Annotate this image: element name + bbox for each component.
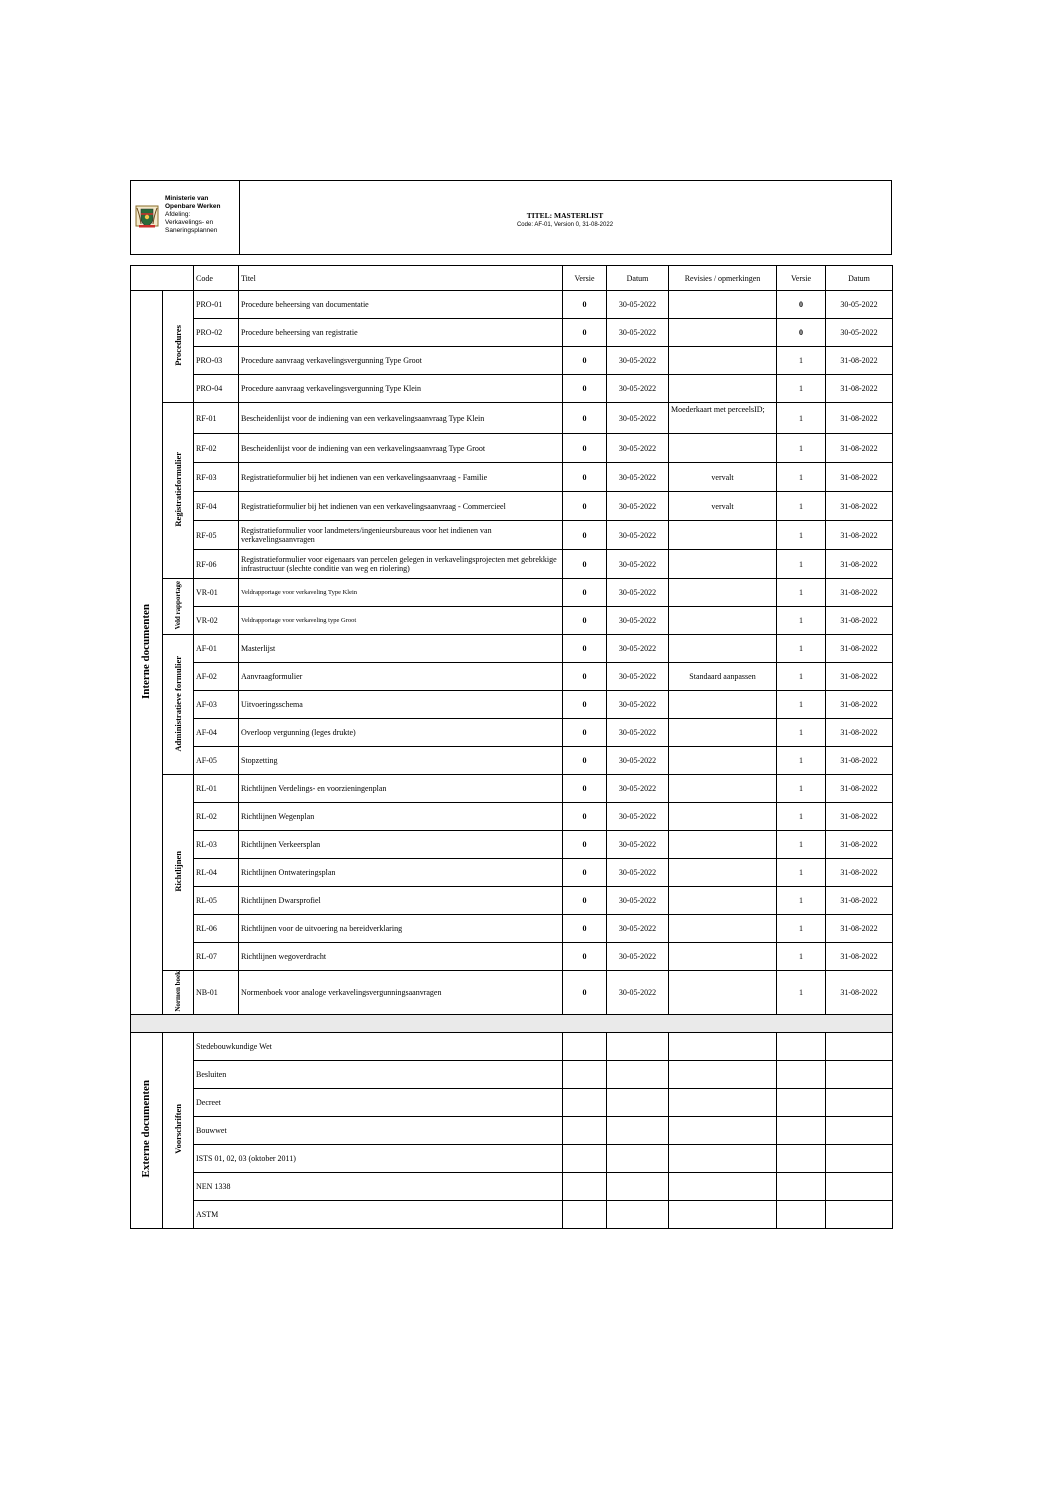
table-row — [131, 1144, 893, 1172]
title-cell: Uitvoeringsschema — [239, 691, 563, 719]
version-2-cell: 0 — [777, 291, 826, 319]
version-cell: 0 — [563, 831, 607, 859]
date-cell: 30-05-2022 — [607, 831, 669, 859]
col-code: Code — [194, 266, 239, 291]
date-cell: 30-05-2022 — [607, 803, 669, 831]
version-2-cell: 0 — [777, 319, 826, 347]
table-row — [131, 635, 893, 663]
date-2-cell: 31-08-2022 — [826, 434, 893, 463]
remarks-cell — [669, 775, 777, 803]
version-cell: 0 — [563, 859, 607, 887]
date-cell: 30-05-2022 — [607, 550, 669, 579]
empty-cell — [563, 1200, 607, 1228]
remarks-cell — [669, 719, 777, 747]
remarks-cell — [669, 319, 777, 347]
masterlist-table — [130, 265, 893, 1229]
empty-cell — [669, 1116, 777, 1144]
title-cell: Registratieformulier bij het indienen van een verkavelingsaanvraag - Commercieel — [239, 492, 563, 521]
remarks-cell: Standaard aanpassen — [669, 663, 777, 691]
version-2-cell: 1 — [777, 434, 826, 463]
title-cell — [239, 181, 891, 254]
document-title: TITEL: MASTERLIST — [526, 211, 604, 220]
group-cell — [163, 635, 194, 775]
version-cell: 0 — [563, 521, 607, 550]
date-cell: 30-05-2022 — [607, 319, 669, 347]
empty-cell — [826, 1172, 893, 1200]
version-cell: 0 — [563, 915, 607, 943]
code-cell: NB-01 — [194, 971, 239, 1015]
title-cell: Richtlijnen Dwarsprofiel — [239, 887, 563, 915]
title-cell: Overloop vergunning (leges drukte) — [239, 719, 563, 747]
table-row — [131, 607, 893, 635]
version-cell: 0 — [563, 971, 607, 1015]
col-datum-2: Datum — [826, 266, 893, 291]
date-2-cell: 31-08-2022 — [826, 887, 893, 915]
remarks-cell — [669, 347, 777, 375]
org-department-line3: Saneringsplannen — [165, 227, 218, 234]
date-cell: 30-05-2022 — [607, 403, 669, 434]
empty-cell — [777, 1116, 826, 1144]
title-cell: Stopzetting — [239, 747, 563, 775]
remarks-cell — [669, 859, 777, 887]
title-cell: Procedure beheersing van documentatie — [239, 291, 563, 319]
version-2-cell: 1 — [777, 775, 826, 803]
date-2-cell: 31-08-2022 — [826, 719, 893, 747]
version-cell: 0 — [563, 291, 607, 319]
group-label: Procedures — [172, 325, 183, 366]
org-department-line1: Afdeling: — [165, 211, 191, 218]
code-cell: AF-05 — [194, 747, 239, 775]
title-cell: Richtlijnen Verkeersplan — [239, 831, 563, 859]
version-cell: 0 — [563, 943, 607, 971]
table-row — [131, 375, 893, 403]
table-row — [131, 521, 893, 550]
title-cell: Richtlijnen wegoverdracht — [239, 943, 563, 971]
version-2-cell: 1 — [777, 859, 826, 887]
date-2-cell: 30-05-2022 — [826, 291, 893, 319]
table-row — [131, 550, 893, 579]
empty-cell — [777, 1172, 826, 1200]
code-cell: AF-02 — [194, 663, 239, 691]
title-cell: Procedure aanvraag verkavelingsvergunning Type Klein — [239, 375, 563, 403]
remarks-cell — [669, 831, 777, 859]
date-cell: 30-05-2022 — [607, 347, 669, 375]
remarks-cell — [669, 635, 777, 663]
empty-cell — [777, 1144, 826, 1172]
code-cell: RL-02 — [194, 803, 239, 831]
version-2-cell: 1 — [777, 971, 826, 1015]
table-row — [131, 691, 893, 719]
version-2-cell: 1 — [777, 887, 826, 915]
code-cell: PRO-01 — [194, 291, 239, 319]
title-cell: Registratieformulier voor eigenaars van percelen gelegen in verkavelingsprojecten met gebrekkige infrastructuur (slechte conditie van weg en riolering) — [239, 550, 563, 579]
version-2-cell: 1 — [777, 803, 826, 831]
date-cell: 30-05-2022 — [607, 579, 669, 607]
date-cell: 30-05-2022 — [607, 607, 669, 635]
group-cell — [163, 971, 194, 1015]
empty-cell — [607, 1116, 669, 1144]
date-2-cell: 31-08-2022 — [826, 635, 893, 663]
title-cell: Bescheidenlijst voor de indiening van een verkavelingsaanvraag Type Groot — [239, 434, 563, 463]
table-row — [131, 1200, 893, 1228]
version-cell: 0 — [563, 403, 607, 434]
col-versie-2: Versie — [777, 266, 826, 291]
date-2-cell: 31-08-2022 — [826, 463, 893, 492]
group-label: Normen boek — [174, 971, 182, 1012]
date-cell: 30-05-2022 — [607, 291, 669, 319]
document-subtitle: Code: AF-01, Version 0, 31-08-2022 — [516, 222, 614, 228]
coat-of-arms-icon — [135, 203, 159, 229]
version-cell: 0 — [563, 691, 607, 719]
title-cell: Normenboek voor analoge verkavelingsvergunningsaanvragen — [239, 971, 563, 1015]
date-2-cell: 31-08-2022 — [826, 663, 893, 691]
code-cell: PRO-02 — [194, 319, 239, 347]
org-ministry-line1: Ministerie van — [165, 195, 209, 202]
table-row — [131, 719, 893, 747]
external-document-cell: NEN 1338 — [194, 1172, 563, 1200]
version-2-cell: 1 — [777, 719, 826, 747]
table-row — [131, 319, 893, 347]
version-cell: 0 — [563, 607, 607, 635]
external-document-cell: ASTM — [194, 1200, 563, 1228]
version-2-cell: 1 — [777, 463, 826, 492]
date-2-cell: 31-08-2022 — [826, 403, 893, 434]
version-2-cell: 1 — [777, 403, 826, 434]
col-titel: Titel — [239, 266, 563, 291]
version-cell: 0 — [563, 579, 607, 607]
remarks-cell: Moederkaart met perceelsID; — [669, 403, 777, 434]
title-cell: Registratieformulier voor landmeters/ingenieursbureaus voor het indienen van verkavelingsaanvragen — [239, 521, 563, 550]
version-cell: 0 — [563, 463, 607, 492]
col-versie: Versie — [563, 266, 607, 291]
code-cell: PRO-03 — [194, 347, 239, 375]
date-cell: 30-05-2022 — [607, 775, 669, 803]
version-2-cell: 1 — [777, 492, 826, 521]
version-2-cell: 1 — [777, 915, 826, 943]
empty-cell — [607, 1032, 669, 1060]
date-cell: 30-05-2022 — [607, 915, 669, 943]
table-row — [131, 831, 893, 859]
version-cell: 0 — [563, 775, 607, 803]
remarks-cell — [669, 291, 777, 319]
title-cell: Procedure aanvraag verkavelingsvergunning Type Groot — [239, 347, 563, 375]
group-label: Richtlijnen — [172, 851, 183, 892]
version-cell: 0 — [563, 663, 607, 691]
version-2-cell: 1 — [777, 663, 826, 691]
empty-cell — [826, 1060, 893, 1088]
empty-cell — [563, 1172, 607, 1200]
code-cell: RF-02 — [194, 434, 239, 463]
table-row — [131, 1116, 893, 1144]
date-2-cell: 31-08-2022 — [826, 550, 893, 579]
empty-cell — [607, 1200, 669, 1228]
date-cell: 30-05-2022 — [607, 971, 669, 1015]
table-row — [131, 1172, 893, 1200]
code-cell: RF-06 — [194, 550, 239, 579]
separator-cell — [131, 1014, 893, 1032]
table-row — [131, 434, 893, 463]
external-document-cell: Besluiten — [194, 1060, 563, 1088]
title-cell: Richtlijnen Wegenplan — [239, 803, 563, 831]
table-row — [131, 943, 893, 971]
version-2-cell: 1 — [777, 691, 826, 719]
date-cell: 30-05-2022 — [607, 635, 669, 663]
version-cell: 0 — [563, 550, 607, 579]
title-cell: Veldrapportage voor verkaveling Type Klein — [239, 579, 563, 607]
version-cell: 0 — [563, 719, 607, 747]
version-2-cell: 1 — [777, 550, 826, 579]
empty-cell — [563, 1060, 607, 1088]
empty-cell — [563, 1032, 607, 1060]
table-row — [131, 579, 893, 607]
remarks-cell — [669, 943, 777, 971]
date-2-cell: 31-08-2022 — [826, 492, 893, 521]
code-cell: RF-04 — [194, 492, 239, 521]
date-2-cell: 31-08-2022 — [826, 831, 893, 859]
code-cell: AF-03 — [194, 691, 239, 719]
title-cell: Aanvraagformulier — [239, 663, 563, 691]
section-separator — [131, 1014, 893, 1032]
date-2-cell: 31-08-2022 — [826, 579, 893, 607]
date-2-cell: 31-08-2022 — [826, 375, 893, 403]
empty-cell — [669, 1088, 777, 1116]
title-cell: Bescheidenlijst voor de indiening van een verkavelingsaanvraag Type Klein — [239, 403, 563, 434]
code-cell: RF-01 — [194, 403, 239, 434]
date-2-cell: 30-05-2022 — [826, 319, 893, 347]
date-cell: 30-05-2022 — [607, 492, 669, 521]
external-category-cell — [131, 1032, 163, 1228]
version-2-cell: 1 — [777, 521, 826, 550]
code-cell: RL-06 — [194, 915, 239, 943]
title-cell: Veldrapportage voor verkaveling type Groot — [239, 607, 563, 635]
empty-cell — [563, 1116, 607, 1144]
empty-cell — [826, 1032, 893, 1060]
remarks-cell — [669, 803, 777, 831]
group-label: Veld rapportage — [174, 581, 182, 630]
group-label: Registratieformulier — [172, 452, 183, 527]
date-cell: 30-05-2022 — [607, 663, 669, 691]
version-2-cell: 1 — [777, 831, 826, 859]
date-2-cell: 31-08-2022 — [826, 775, 893, 803]
code-cell: VR-02 — [194, 607, 239, 635]
code-cell: RL-05 — [194, 887, 239, 915]
code-cell: RL-07 — [194, 943, 239, 971]
group-label: Voorschriften — [172, 1104, 183, 1154]
table-row — [131, 971, 893, 1015]
empty-cell — [669, 1172, 777, 1200]
remarks-cell: vervalt — [669, 463, 777, 492]
date-cell: 30-05-2022 — [607, 719, 669, 747]
version-cell: 0 — [563, 635, 607, 663]
version-2-cell: 1 — [777, 635, 826, 663]
remarks-cell — [669, 550, 777, 579]
table-row — [131, 463, 893, 492]
version-2-cell: 1 — [777, 607, 826, 635]
empty-cell — [607, 1060, 669, 1088]
col-datum: Datum — [607, 266, 669, 291]
code-cell: PRO-04 — [194, 375, 239, 403]
empty-cell — [669, 1032, 777, 1060]
table-row — [131, 1088, 893, 1116]
date-2-cell: 31-08-2022 — [826, 803, 893, 831]
version-cell: 0 — [563, 434, 607, 463]
group-cell — [163, 291, 194, 403]
date-cell: 30-05-2022 — [607, 434, 669, 463]
remarks-cell — [669, 971, 777, 1015]
version-2-cell: 1 — [777, 943, 826, 971]
code-cell: RF-03 — [194, 463, 239, 492]
group-cell — [163, 403, 194, 579]
date-2-cell: 31-08-2022 — [826, 915, 893, 943]
empty-cell — [826, 1200, 893, 1228]
date-2-cell: 31-08-2022 — [826, 859, 893, 887]
org-ministry-line2: Openbare Werken — [165, 203, 221, 210]
date-cell: 30-05-2022 — [607, 691, 669, 719]
external-document-cell: Stedebouwkundige Wet — [194, 1032, 563, 1060]
group-label: Administratieve formulier — [172, 655, 183, 752]
group-cell — [163, 1032, 194, 1228]
external-document-cell: Decreet — [194, 1088, 563, 1116]
table-row — [131, 803, 893, 831]
group-cell — [163, 579, 194, 635]
remarks-cell — [669, 887, 777, 915]
date-cell: 30-05-2022 — [607, 887, 669, 915]
table-row — [131, 347, 893, 375]
title-cell: Richtlijnen Verdelings- en voorzieningenplan — [239, 775, 563, 803]
title-cell: Registratieformulier bij het indienen van een verkavelingsaanvraag - Familie — [239, 463, 563, 492]
org-department-line2: Verkavelings- en — [165, 219, 214, 226]
table-row — [131, 747, 893, 775]
code-cell: AF-01 — [194, 635, 239, 663]
external-document-cell: Bouwwet — [194, 1116, 563, 1144]
version-cell: 0 — [563, 375, 607, 403]
remarks-cell — [669, 521, 777, 550]
date-2-cell: 31-08-2022 — [826, 347, 893, 375]
remarks-cell: vervalt — [669, 492, 777, 521]
remarks-cell — [669, 691, 777, 719]
remarks-cell — [669, 747, 777, 775]
date-2-cell: 31-08-2022 — [826, 607, 893, 635]
empty-cell — [777, 1200, 826, 1228]
code-cell: RL-03 — [194, 831, 239, 859]
remarks-cell — [669, 915, 777, 943]
date-2-cell: 31-08-2022 — [826, 943, 893, 971]
internal-category-cell — [131, 291, 163, 1015]
table-row — [131, 291, 893, 319]
date-cell: 30-05-2022 — [607, 943, 669, 971]
table-row — [131, 887, 893, 915]
remarks-cell — [669, 579, 777, 607]
empty-cell — [607, 1144, 669, 1172]
date-cell: 30-05-2022 — [607, 747, 669, 775]
remarks-cell — [669, 607, 777, 635]
version-2-cell: 1 — [777, 579, 826, 607]
empty-cell — [777, 1060, 826, 1088]
version-cell: 0 — [563, 319, 607, 347]
date-cell: 30-05-2022 — [607, 375, 669, 403]
empty-cell — [563, 1088, 607, 1116]
empty-cell — [777, 1032, 826, 1060]
version-cell: 0 — [563, 887, 607, 915]
code-cell: RL-01 — [194, 775, 239, 803]
version-cell: 0 — [563, 747, 607, 775]
empty-cell — [607, 1172, 669, 1200]
remarks-cell — [669, 375, 777, 403]
date-2-cell: 31-08-2022 — [826, 747, 893, 775]
title-cell: Procedure beheersing van registratie — [239, 319, 563, 347]
date-2-cell: 31-08-2022 — [826, 971, 893, 1015]
table-header-row — [131, 266, 893, 291]
empty-cell — [826, 1116, 893, 1144]
organization-cell — [131, 181, 240, 254]
version-2-cell: 1 — [777, 347, 826, 375]
internal-category-label: Interne documenten — [140, 603, 152, 699]
empty-cell — [826, 1144, 893, 1172]
empty-cell — [563, 1144, 607, 1172]
empty-cell — [777, 1088, 826, 1116]
table-row — [131, 859, 893, 887]
date-2-cell: 31-08-2022 — [826, 521, 893, 550]
group-cell — [163, 775, 194, 971]
code-cell: AF-04 — [194, 719, 239, 747]
title-cell: Richtlijnen voor de uitvoering na bereidverklaring — [239, 915, 563, 943]
code-cell: RF-05 — [194, 521, 239, 550]
table-row — [131, 775, 893, 803]
external-document-cell: ISTS 01, 02, 03 (oktober 2011) — [194, 1144, 563, 1172]
code-cell: RL-04 — [194, 859, 239, 887]
version-2-cell: 1 — [777, 375, 826, 403]
empty-cell — [669, 1200, 777, 1228]
table-row — [131, 915, 893, 943]
date-2-cell: 31-08-2022 — [826, 691, 893, 719]
version-cell: 0 — [563, 803, 607, 831]
title-cell: Richtlijnen Ontwateringsplan — [239, 859, 563, 887]
table-row — [131, 1060, 893, 1088]
empty-cell — [669, 1060, 777, 1088]
date-cell: 30-05-2022 — [607, 521, 669, 550]
code-cell: VR-01 — [194, 579, 239, 607]
table-row — [131, 492, 893, 521]
date-cell: 30-05-2022 — [607, 859, 669, 887]
table-row — [131, 1032, 893, 1060]
col-revisies: Revisies / opmerkingen — [669, 266, 777, 291]
document-header — [130, 180, 892, 255]
version-cell: 0 — [563, 492, 607, 521]
version-cell: 0 — [563, 347, 607, 375]
remarks-cell — [669, 434, 777, 463]
date-cell: 30-05-2022 — [607, 463, 669, 492]
version-2-cell: 1 — [777, 747, 826, 775]
table-row — [131, 663, 893, 691]
empty-cell — [607, 1088, 669, 1116]
external-category-label: Externe documenten — [140, 1080, 152, 1178]
title-cell: Masterlijst — [239, 635, 563, 663]
empty-cell — [669, 1144, 777, 1172]
empty-cell — [826, 1088, 893, 1116]
table-row — [131, 403, 893, 434]
